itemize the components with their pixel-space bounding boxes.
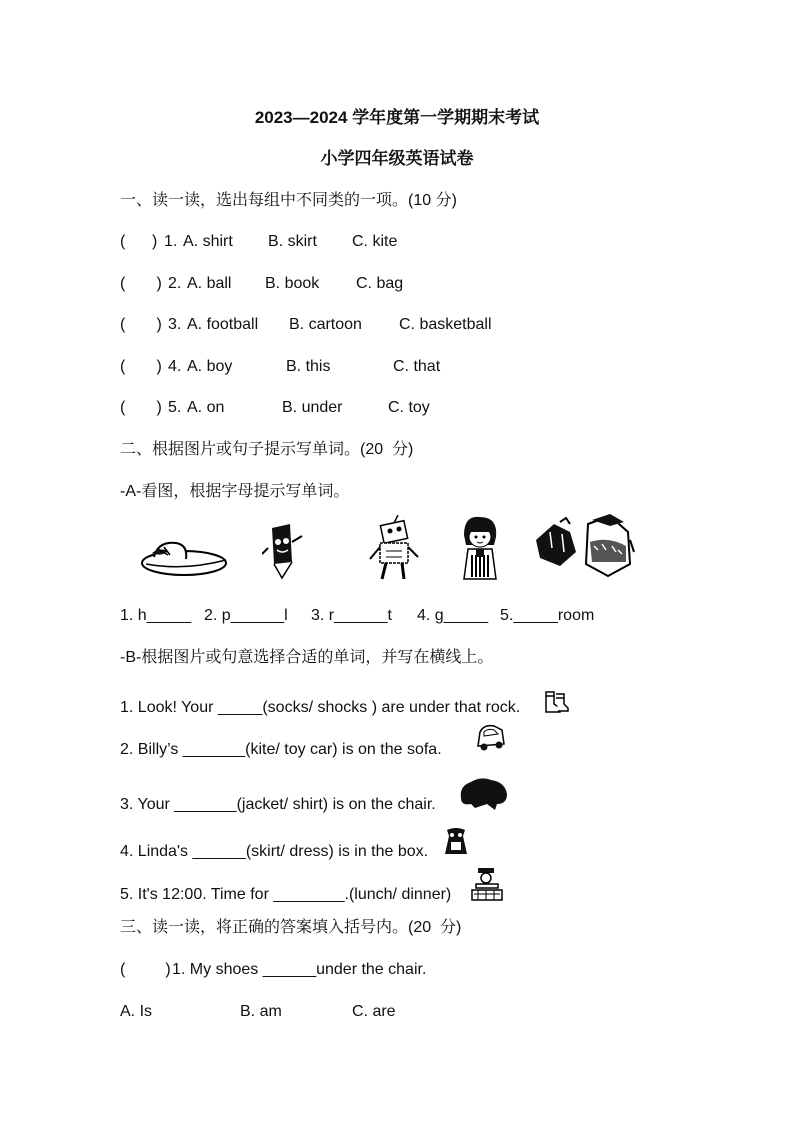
option-c: C. toy: [388, 399, 430, 416]
jacket-icon: [457, 774, 509, 812]
dress-icon: [441, 826, 471, 858]
item-number: 1.: [164, 233, 178, 250]
option-c: C. are: [352, 1003, 396, 1020]
item-number: 4.: [168, 358, 182, 375]
answer-paren[interactable]: ( ): [120, 233, 158, 250]
page-subtitle: 小学四年级英语试卷: [320, 149, 474, 168]
option-a: A. on: [187, 399, 225, 416]
answer-paren[interactable]: ( ): [120, 316, 162, 333]
picture-blank-1[interactable]: 1. h_____: [120, 607, 192, 624]
option-b: B. cartoon: [289, 316, 362, 333]
item-number: 2.: [168, 275, 182, 292]
part-b-sentence-2[interactable]: 2. Billy’s _______(kite/ toy car) is on the sofa.: [120, 741, 442, 758]
part-b-sentence-5[interactable]: 5. It's 12:00. Time for ________.(lunch/ dinner): [120, 886, 452, 903]
picture-blank-3[interactable]: 3. r______t: [311, 607, 392, 624]
question-text: 1. My shoes ______under the chair.: [172, 961, 427, 978]
lunch-icon: [470, 866, 504, 902]
option-b: B. this: [286, 358, 331, 375]
option-a: A. Is: [120, 1003, 153, 1020]
item-number: 5.: [168, 399, 182, 416]
option-a: A. ball: [187, 275, 232, 292]
option-c: C. that: [393, 358, 441, 375]
girl-picture: [458, 515, 502, 583]
bedroom-clothes-picture: [530, 512, 636, 582]
section-2-heading: 二、根据图片或句子提示写单词。(20 分): [120, 441, 414, 458]
part-a-instruction: -A-看图，根据字母提示写单词。: [120, 483, 350, 500]
option-b: B. am: [240, 1003, 282, 1020]
option-a: A. football: [187, 316, 259, 333]
picture-blank-5[interactable]: 5._____room: [500, 607, 595, 624]
toy-car-icon: [474, 722, 508, 752]
picture-blank-4[interactable]: 4. g_____: [417, 607, 489, 624]
hat-picture: [140, 535, 230, 579]
section-3-heading: 三、读一读，将正确的答案填入括号内。(20 分): [120, 919, 462, 936]
page-title: 2023—2024 学年度第一学期期末考试: [254, 108, 540, 127]
robot-picture: [368, 515, 420, 583]
picture-blank-2[interactable]: 2. p______l: [204, 607, 288, 624]
part-b-sentence-1[interactable]: 1. Look! Your _____(socks/ shocks ) are under that rock.: [120, 699, 521, 716]
answer-paren[interactable]: ( ): [120, 358, 162, 375]
socks-icon: [542, 690, 570, 714]
part-b-sentence-4[interactable]: 4. Linda's ______(skirt/ dress) is in the box.: [120, 843, 429, 860]
section-1-heading: 一、读一读，选出每组中不同类的一项。(10 分): [120, 192, 457, 209]
option-c: C. kite: [352, 233, 398, 250]
answer-paren[interactable]: ( ): [120, 399, 162, 416]
part-b-instruction: -B-根据图片或句意选择合适的单词，并写在横线上。: [120, 649, 494, 666]
option-a: A. boy: [187, 358, 233, 375]
option-a: A. shirt: [183, 233, 233, 250]
option-b: B. skirt: [268, 233, 317, 250]
pencil-picture: [262, 520, 306, 582]
option-b: B. book: [265, 275, 320, 292]
answer-paren[interactable]: ( ): [120, 961, 171, 978]
item-number: 3.: [168, 316, 182, 333]
part-b-sentence-3[interactable]: 3. Your _______(jacket/ shirt) is on the chair.: [120, 796, 436, 813]
option-c: C. bag: [356, 275, 404, 292]
answer-paren[interactable]: ( ): [120, 275, 162, 292]
option-b: B. under: [282, 399, 343, 416]
option-c: C. basketball: [399, 316, 492, 333]
